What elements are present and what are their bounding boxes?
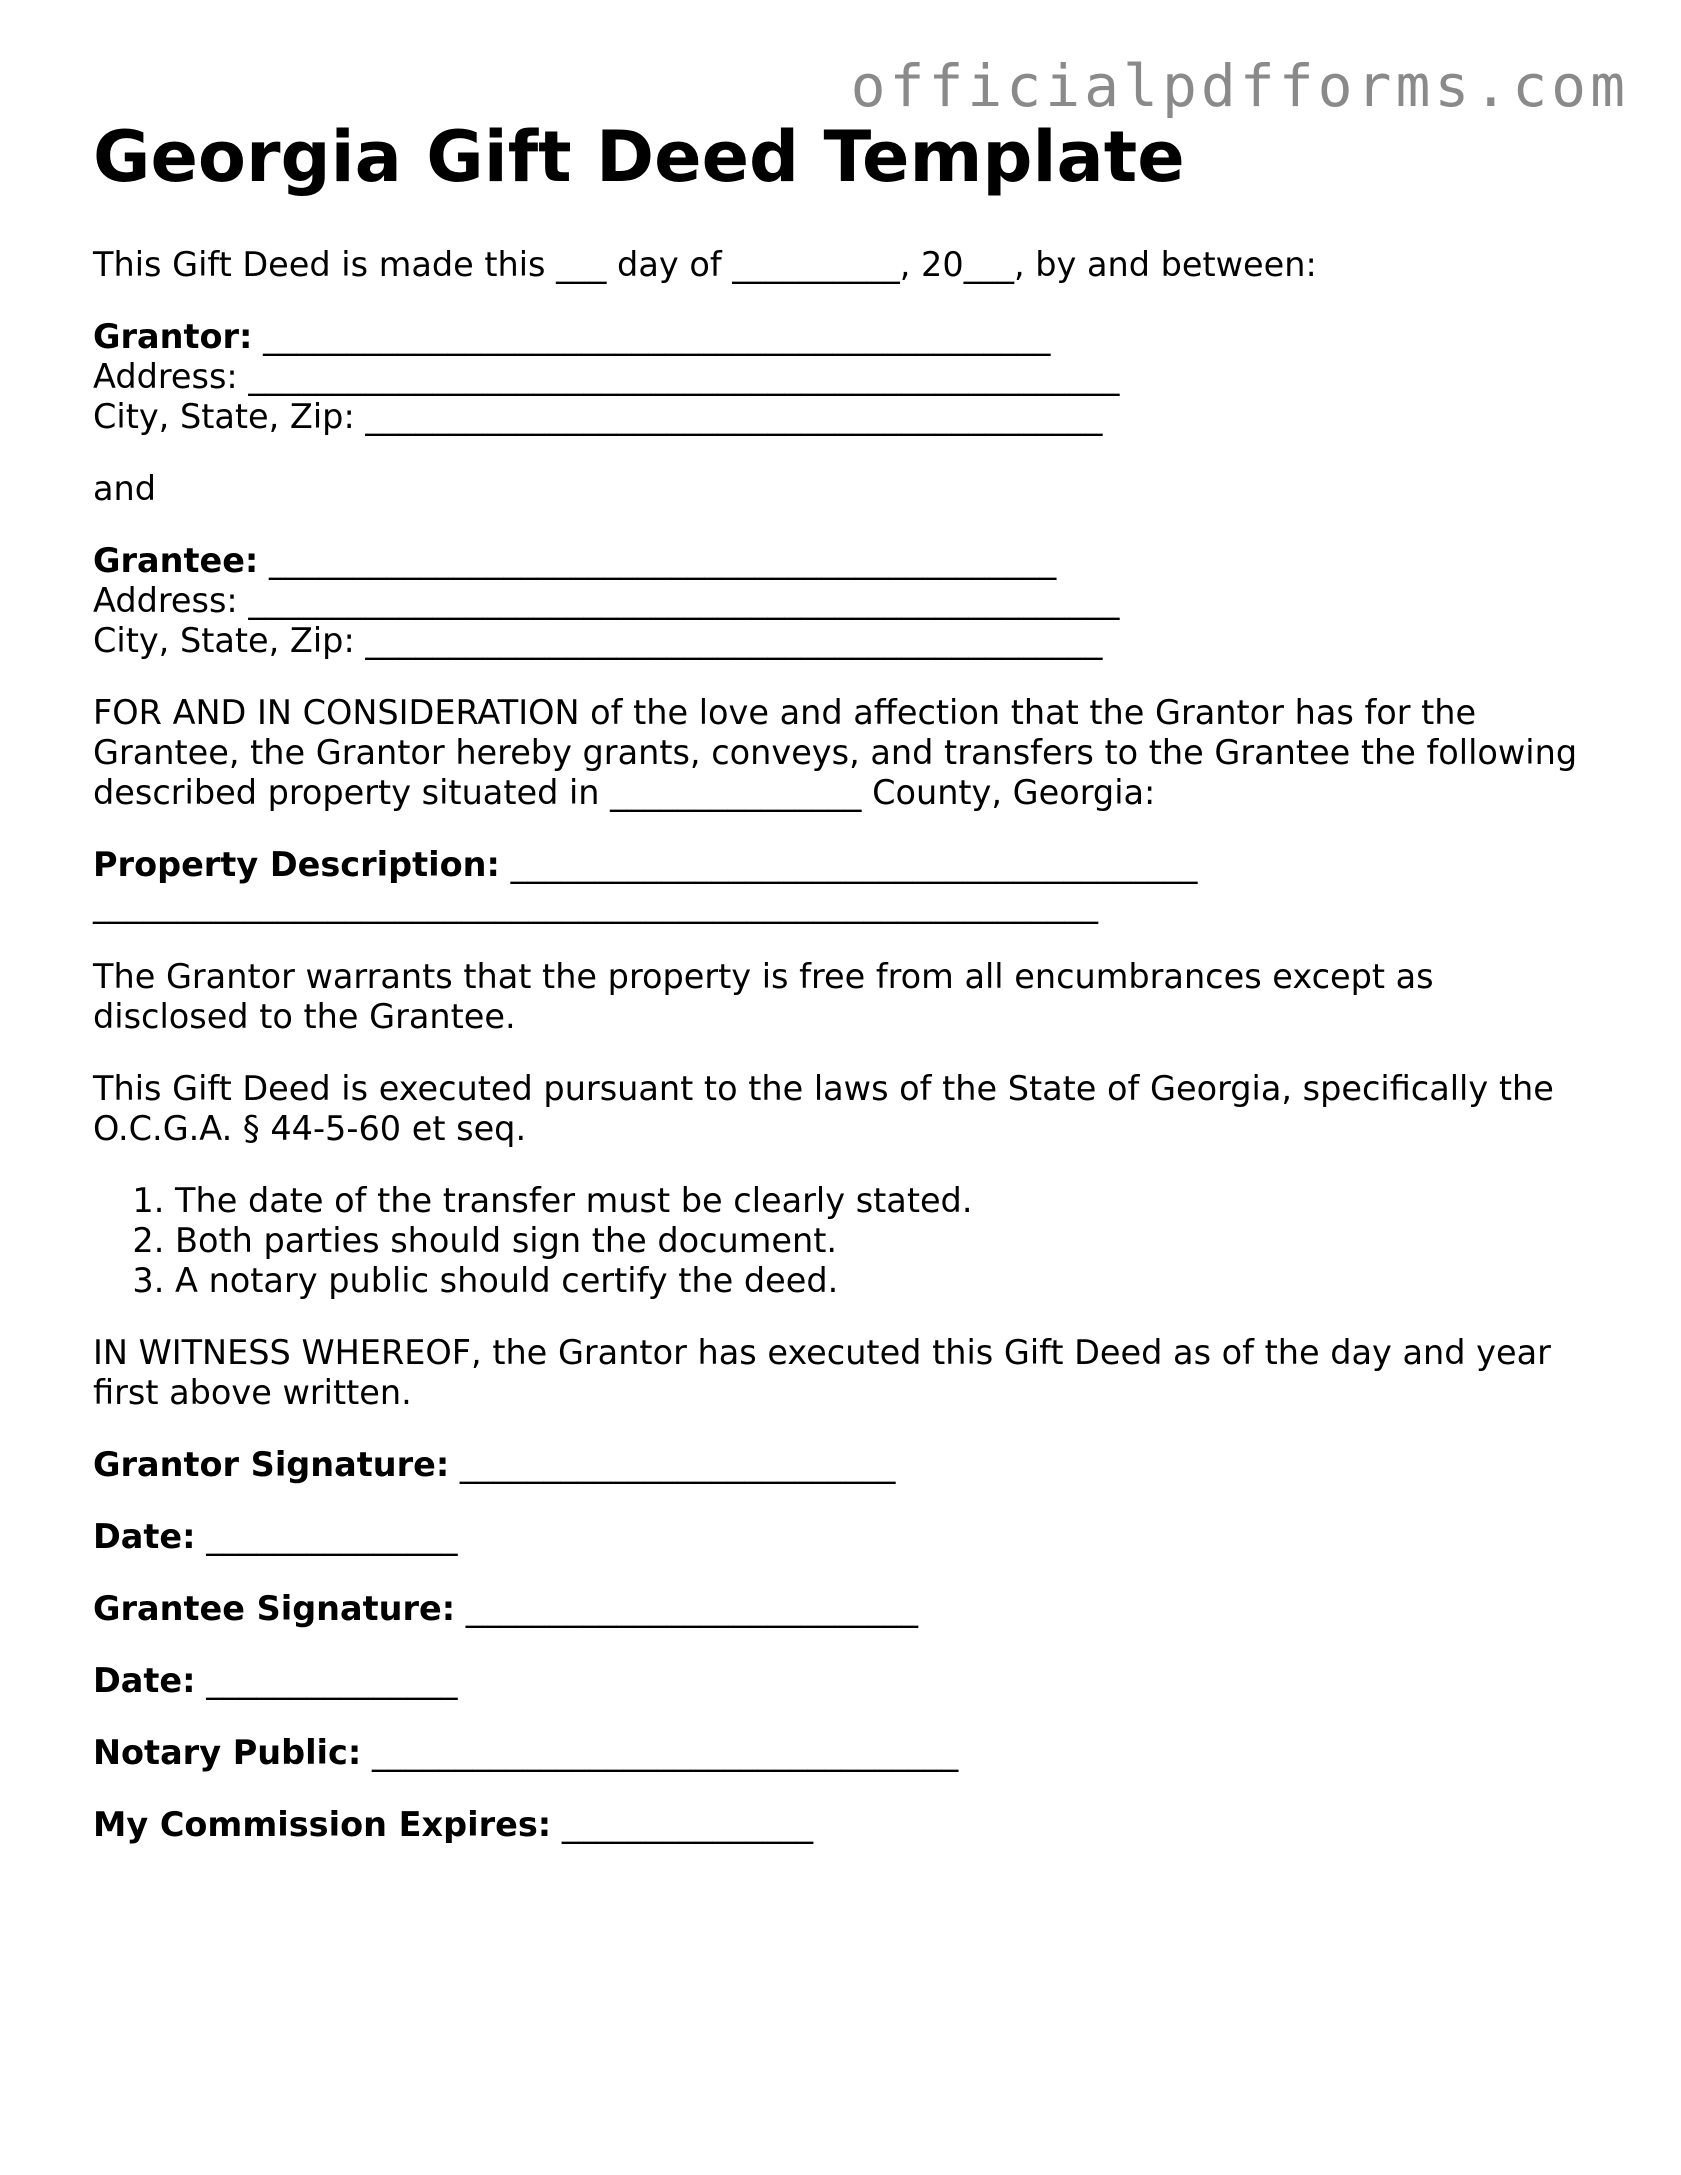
grantor-name-field[interactable]: _______________________________________________ bbox=[263, 317, 1051, 356]
watermark: officialpdfforms.com bbox=[850, 52, 1629, 120]
witness-text: IN WITNESS WHEREOF, the Grantor has executed this Gift Deed as of the day and year first above written. bbox=[93, 1333, 1551, 1412]
grantee-signature-field[interactable]: ___________________________ bbox=[465, 1589, 919, 1628]
commission-field[interactable]: _______________ bbox=[561, 1805, 814, 1844]
list-item: 3. A notary public should certify the deed. bbox=[175, 1261, 1593, 1301]
property-line bbox=[93, 845, 1593, 885]
warranty-text: The Grantor warrants that the property is free from all encumbrances except as disclosed to the Grantee. bbox=[93, 957, 1434, 1036]
grantor-city-field[interactable]: City, State, Zip: ____________________________________________ bbox=[93, 397, 1103, 436]
grantor-label: Grantor: bbox=[93, 317, 253, 356]
grantor-signature-label: Grantor Signature: bbox=[93, 1445, 450, 1484]
consideration-text: FOR AND IN CONSIDERATION of the love and affection that the Grantor has for the Grantee, the Grantor hereby grants, conveys, and transfers to the Grantee the following described property situated in _______________ County, Georgia: bbox=[93, 693, 1578, 812]
intro-text: This Gift Deed is made this ___ day of __________, 20___, by and between: bbox=[93, 245, 1317, 284]
grantee-address-field[interactable]: Address: ____________________________________________________ bbox=[93, 581, 1120, 620]
date-row-2 bbox=[93, 1661, 1593, 1701]
grantee-signature-row bbox=[93, 1589, 1593, 1629]
document-page bbox=[93, 115, 1593, 1877]
grantor-line bbox=[93, 317, 1593, 357]
grantor-address-field[interactable]: Address: ____________________________________________________ bbox=[93, 357, 1120, 396]
grantee-signature-label: Grantee Signature: bbox=[93, 1589, 456, 1628]
grantee-label: Grantee: bbox=[93, 541, 259, 580]
page-title: Georgia Gift Deed Template bbox=[93, 116, 1185, 198]
requirements-list bbox=[93, 1181, 1593, 1301]
date-label-2: Date: bbox=[93, 1661, 196, 1700]
grantee-name-field[interactable]: _______________________________________________ bbox=[268, 541, 1057, 580]
property-label: Property Description: bbox=[93, 845, 500, 884]
property-field-2[interactable]: ____________________________________________________________ bbox=[93, 885, 1098, 924]
grantor-signature-field[interactable]: __________________________ bbox=[459, 1445, 896, 1484]
commission-row bbox=[93, 1805, 1593, 1845]
notary-field[interactable]: ___________________________________ bbox=[371, 1733, 959, 1772]
notary-row bbox=[93, 1733, 1593, 1773]
laws-text: This Gift Deed is executed pursuant to the laws of the State of Georgia, specifically the O.C.G.A. § 44-5-60 et seq. bbox=[93, 1069, 1554, 1148]
grantee-block bbox=[93, 541, 1593, 661]
date-row-1 bbox=[93, 1517, 1593, 1557]
date-field-2[interactable]: _______________ bbox=[206, 1661, 458, 1700]
date-field-1[interactable]: _______________ bbox=[206, 1517, 458, 1556]
commission-label: My Commission Expires: bbox=[93, 1805, 552, 1844]
notary-label: Notary Public: bbox=[93, 1733, 362, 1772]
list-item: 1. The date of the transfer must be clearly stated. bbox=[175, 1181, 1593, 1221]
property-block bbox=[93, 845, 1593, 925]
grantee-city-field[interactable]: City, State, Zip: ____________________________________________ bbox=[93, 621, 1103, 660]
grantor-signature-row bbox=[93, 1445, 1593, 1485]
date-label-1: Date: bbox=[93, 1517, 196, 1556]
list-item: 2. Both parties should sign the document. bbox=[175, 1221, 1593, 1261]
grantee-line bbox=[93, 541, 1593, 581]
grantor-block bbox=[93, 317, 1593, 437]
property-field-1[interactable]: _________________________________________ bbox=[510, 845, 1198, 884]
and-text: and bbox=[93, 469, 157, 508]
